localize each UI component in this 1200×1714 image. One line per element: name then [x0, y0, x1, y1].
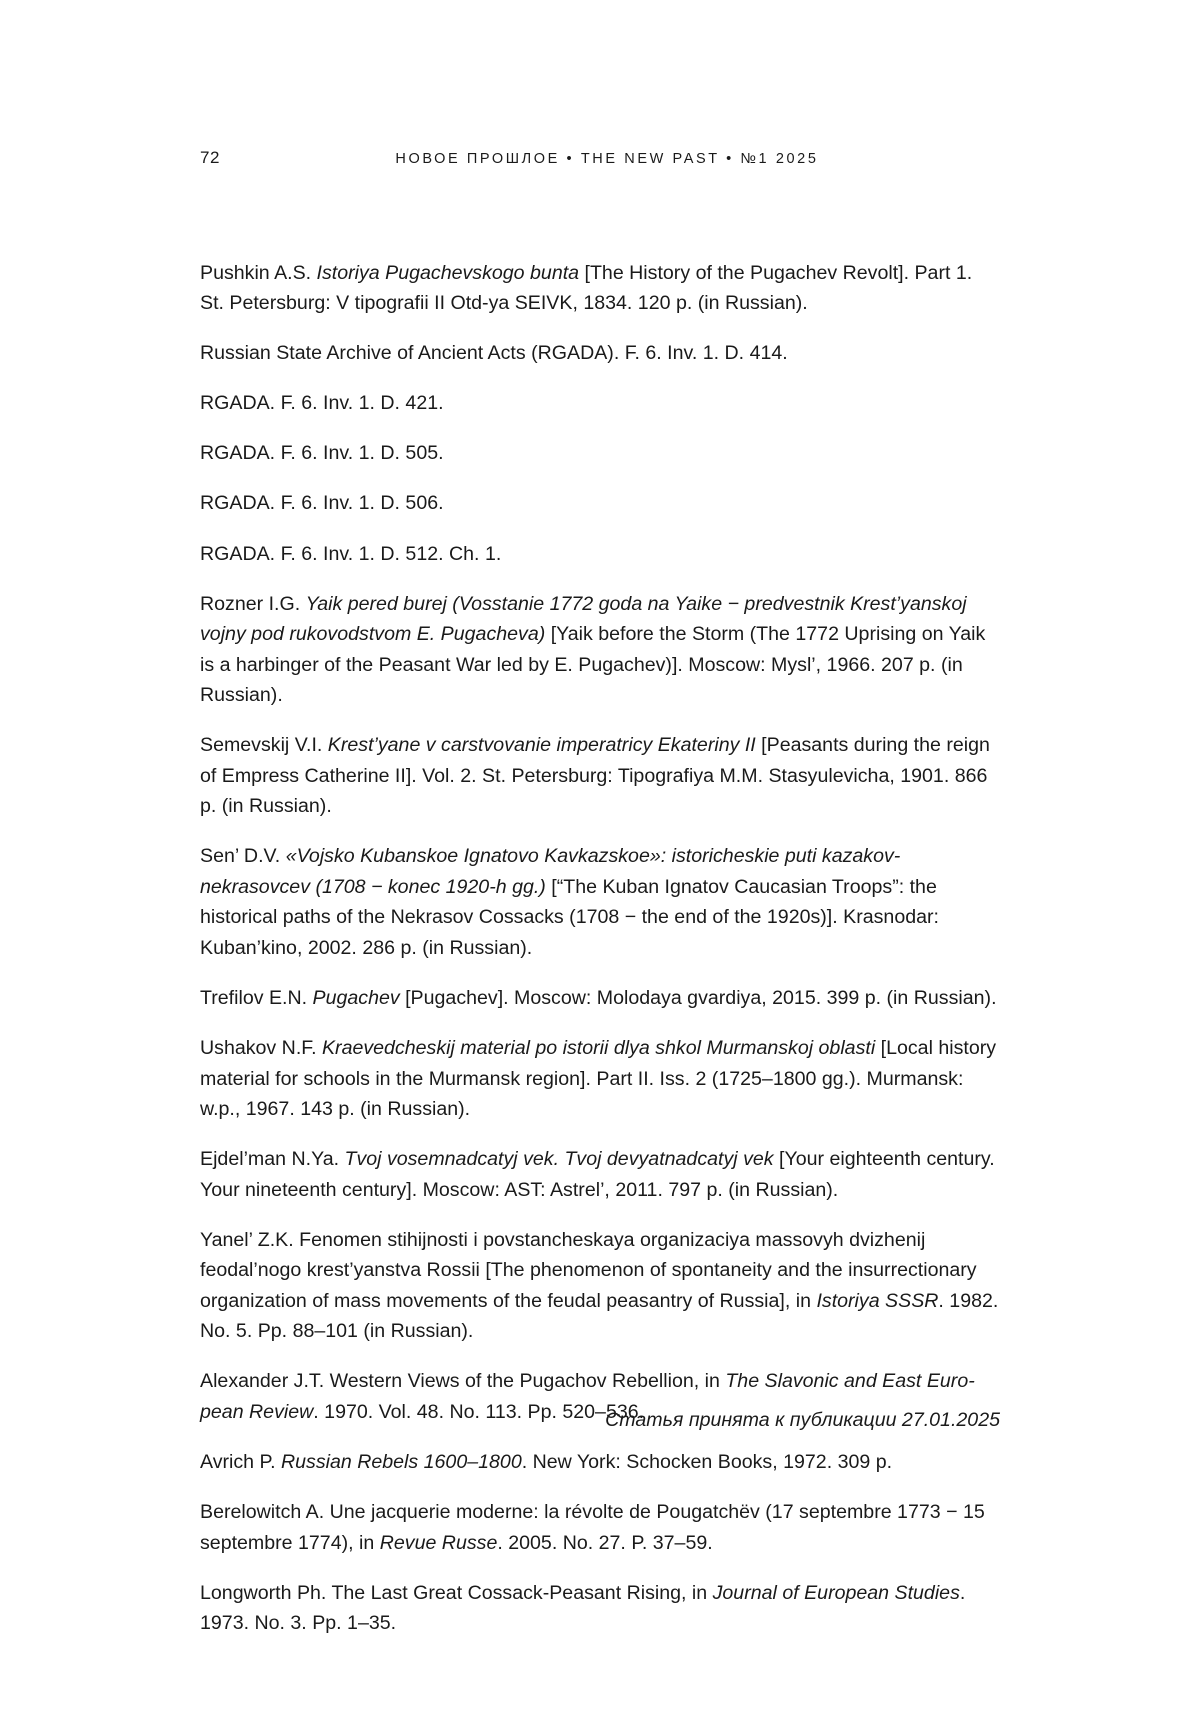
reference-item: Rozner I.G. Yaik pered burej (Vosstanie 1772 goda na Yaike − predvestnik Krest’yanskoj vojny pod rukovodstvom E. Pugacheva) [Yaik before the Storm (The 1772 Uprising on Yaik is a harbinger of the Peasant War led by E. Pugachev)]. Moscow: Mysl’, 1966. 207 p. (in Russian). [200, 592, 986, 707]
reference-item: Ushakov N.F. Kraevedcheskij material po istorii dlya shkol Murmanskoj oblasti [Local history material for schools in the Murmansk region]. Part II. Iss. 2 (1725–1800 gg.). Murmansk: w.p., 1967. 143 p. (in Russian). [200, 1037, 997, 1121]
reference-item: Ejdel’man N.Ya. Tvoj vosemnadcatyj vek. Tvoj devyatnadcatyj vek [Your eighteenth century. Your nineteenth century]. Moscow: AST: Astrel’, 2011. 797 p. (in Russian). [200, 1148, 995, 1201]
reference-item: Yanel’ Z.K. Fenomen stihijnosti i povstancheskaya organizaciya massovyh dvizhenij feodal’nogo krest’yanstva Rossii [The phenomenon of spontaneity and the insurrectionary organization of mass movements of the feudal peasantry of Russia], in Istoriya SSSR. 1982. No. 5. Pp. 88–101 (in Russian). [200, 1228, 999, 1343]
reference-item: Longworth Ph. The Last Great Cossack-Peasant Rising, in Journal of European Studies. 1973. No. 3. Pp. 1–35. [200, 1581, 966, 1635]
reference-item: Berelowitch A. Une jacquerie moderne: la révolte de Pougatchëv (17 septembre 1773 − 15 septembre 1774), in Revue Russe. 2005. No. 27. P. 37–59. [200, 1501, 985, 1554]
reference-item: Pushkin A.S. Istoriya Pugachevskogo bunta [The History of the Pugachev Revolt]. Part 1. St. Petersburg: V tipografii II Otd-ya SEIVK, 1834. 120 p. (in Russian). [200, 261, 973, 315]
reference-item: Trefilov E.N. Pugachev [Pugachev]. Moscow: Molodaya gvardiya, 2015. 399 p. (in Russian). [200, 986, 997, 1009]
acceptance-note: Статья принята к публикации 27.01.2025 [605, 1409, 1000, 1431]
reference-item: Sen’ D.V. «Vojsko Kubanskoe Ignatovo Kavkazskoe»: istoricheskie puti kazakov-nekrasovcev (1708 − konec 1920-h gg.) [“The Kuban Ignatov Caucasian Troops”: the historical paths of the Nekrasov Cossacks (1708 − the end of the 1920s)]. Krasnodar: Kuban’kino, 2002. 286 p. (in Russian). [200, 845, 939, 959]
page-number: 72 [200, 148, 220, 167]
reference-item: RGADA. F. 6. Inv. 1. D. 506. [200, 492, 444, 515]
reference-item: Russian State Archive of Ancient Acts (RGADA). F. 6. Inv. 1. D. 414. [200, 342, 788, 365]
reference-item: Alexander J.T. Western Views of the Pugachov Rebellion, in The Slavonic and East European Review. 1970. Vol. 48. No. 113. Pp. 520–536. [200, 1370, 975, 1423]
reference-item: RGADA. F. 6. Inv. 1. D. 512. Ch. 1. [200, 542, 502, 565]
running-head: НОВОЕ ПРОШЛОЕ • THE NEW PAST • №1 2025 [395, 151, 819, 167]
reference-item: RGADA. F. 6. Inv. 1. D. 421. [200, 392, 444, 415]
page-header [200, 148, 1000, 168]
reference-item: RGADA. F. 6. Inv. 1. D. 505. [200, 442, 444, 465]
reference-item: Semevskij V.I. Krest’yane v carstvovanie imperatricy Ekateriny II [Peasants during the reign of Empress Catherine II]. Vol. 2. St. Petersburg: Tipografiya M.M. Stasyulevicha, 1901. 866 p. (in Russian). [200, 734, 990, 818]
reference-item: Avrich P. Russian Rebels 1600–1800. New York: Schocken Books, 1972. 309 p. [200, 1450, 893, 1473]
